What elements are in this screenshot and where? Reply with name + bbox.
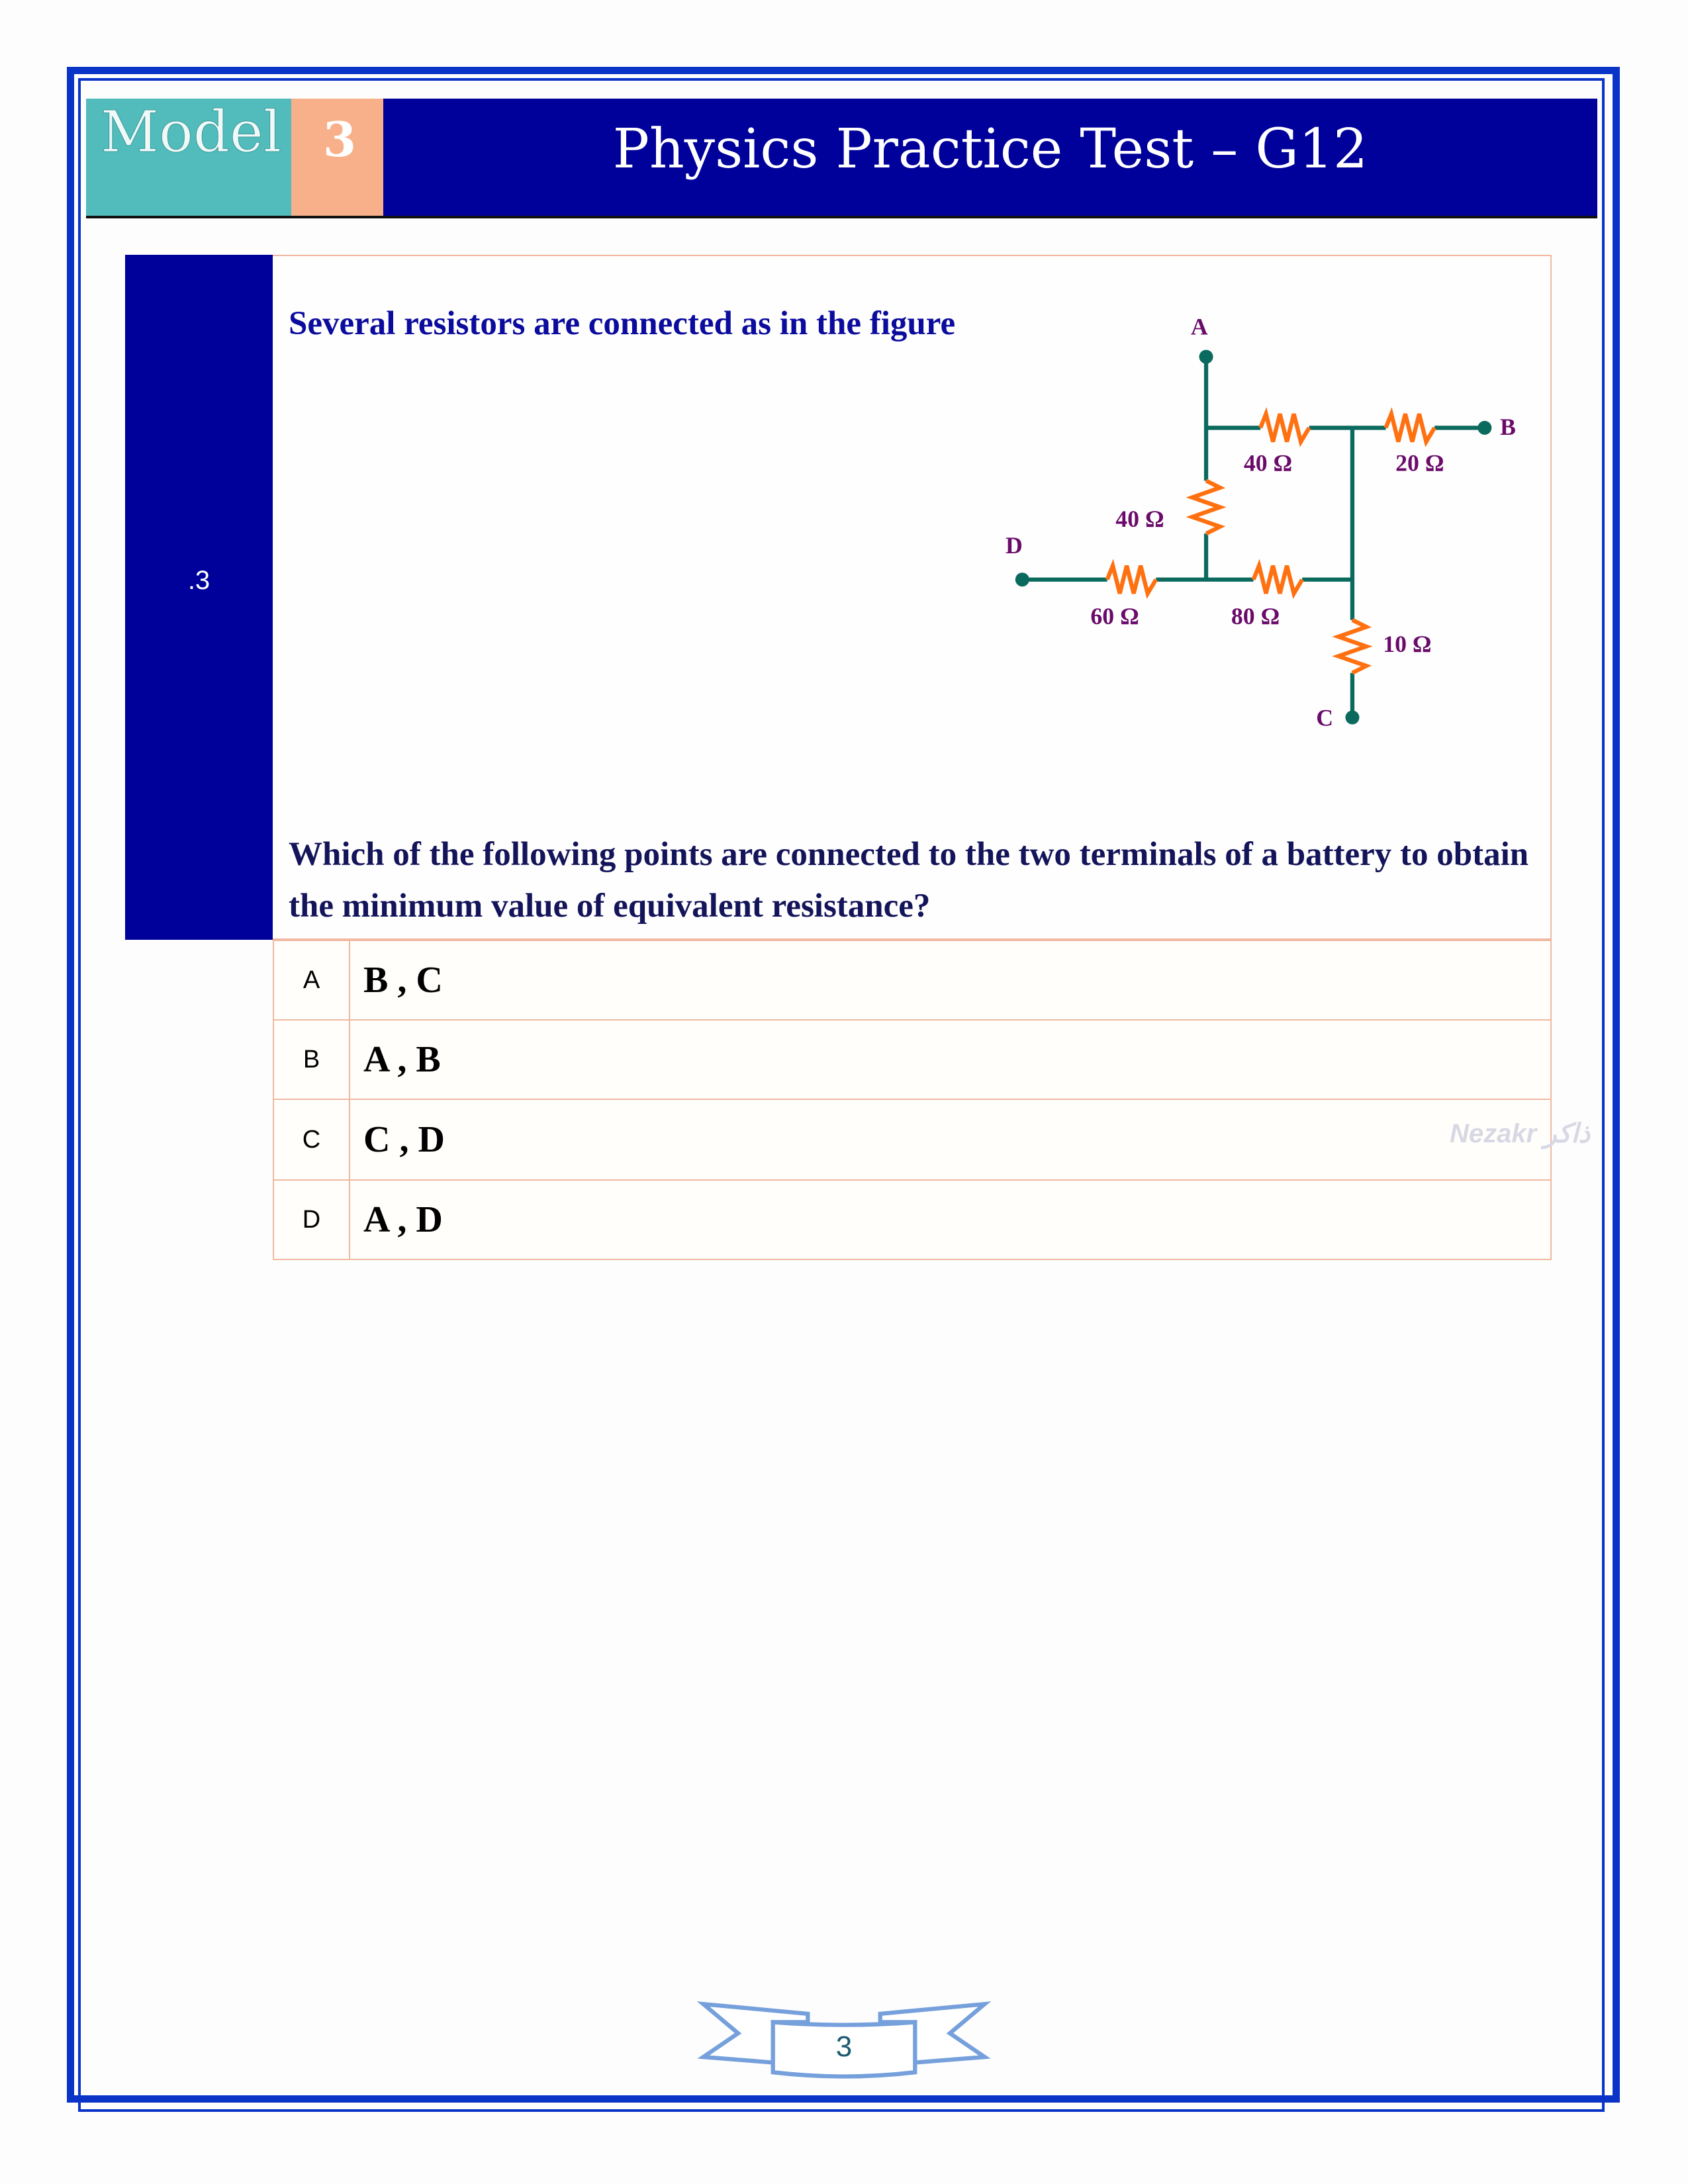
- terminal-a-dot: [1199, 350, 1213, 364]
- resistor-label-bottom-mid: 80 Ω: [1231, 603, 1280, 630]
- watermark: Nezakr ذاكر: [1450, 1119, 1591, 1148]
- point-label-a: A: [1190, 313, 1208, 340]
- terminal-d-dot: [1015, 572, 1029, 586]
- option-letter: D: [274, 1181, 350, 1259]
- option-text: A , B: [363, 1039, 441, 1080]
- terminal-b-dot: [1477, 421, 1491, 435]
- resistor-label-vertical-left: 40 Ω: [1115, 505, 1164, 532]
- option-text: B , C: [363, 960, 443, 1001]
- option-row-b[interactable]: [273, 1021, 1552, 1100]
- point-label-c: C: [1316, 704, 1334, 731]
- question-intro: Several resistors are connected as in the figure: [289, 305, 956, 342]
- question-prompt: Which of the following points are connected to the two terminals of a battery to obtain the minimum value of equivalent resistance?: [289, 836, 1529, 925]
- option-row-c[interactable]: [273, 1100, 1552, 1181]
- option-text: C , D: [363, 1119, 445, 1160]
- option-row-d[interactable]: [273, 1181, 1552, 1260]
- option-row-a[interactable]: [273, 940, 1552, 1021]
- resistor-vertical-left: [1192, 480, 1220, 533]
- model-number: 3: [323, 111, 357, 167]
- option-text: A , D: [363, 1199, 443, 1240]
- resistor-top-right: [1385, 414, 1434, 441]
- resistor-top-mid: [1260, 414, 1309, 441]
- resistor-vertical-right: [1338, 620, 1366, 673]
- terminal-c-dot: [1345, 711, 1359, 725]
- model-label: Model: [101, 99, 282, 165]
- point-label-d: D: [1006, 531, 1023, 559]
- resistor-label-top-right: 20 Ω: [1395, 449, 1444, 477]
- circuit-wires: [1022, 357, 1485, 717]
- option-letter: B: [274, 1021, 350, 1099]
- point-label-b: B: [1499, 413, 1516, 440]
- resistor-bottom-left: [1107, 566, 1156, 594]
- resistor-label-top-mid: 40 Ω: [1243, 449, 1293, 477]
- option-letter: A: [274, 941, 350, 1019]
- option-letter: C: [274, 1100, 350, 1179]
- resistor-bottom-mid: [1254, 566, 1303, 594]
- resistor-label-vertical-right: 10 Ω: [1383, 631, 1432, 658]
- page-number: 3: [835, 2030, 853, 2063]
- question-number: .3: [187, 566, 211, 595]
- page-title: Physics Practice Test – G12: [612, 118, 1368, 181]
- resistor-label-bottom-left: 60 Ω: [1090, 603, 1139, 630]
